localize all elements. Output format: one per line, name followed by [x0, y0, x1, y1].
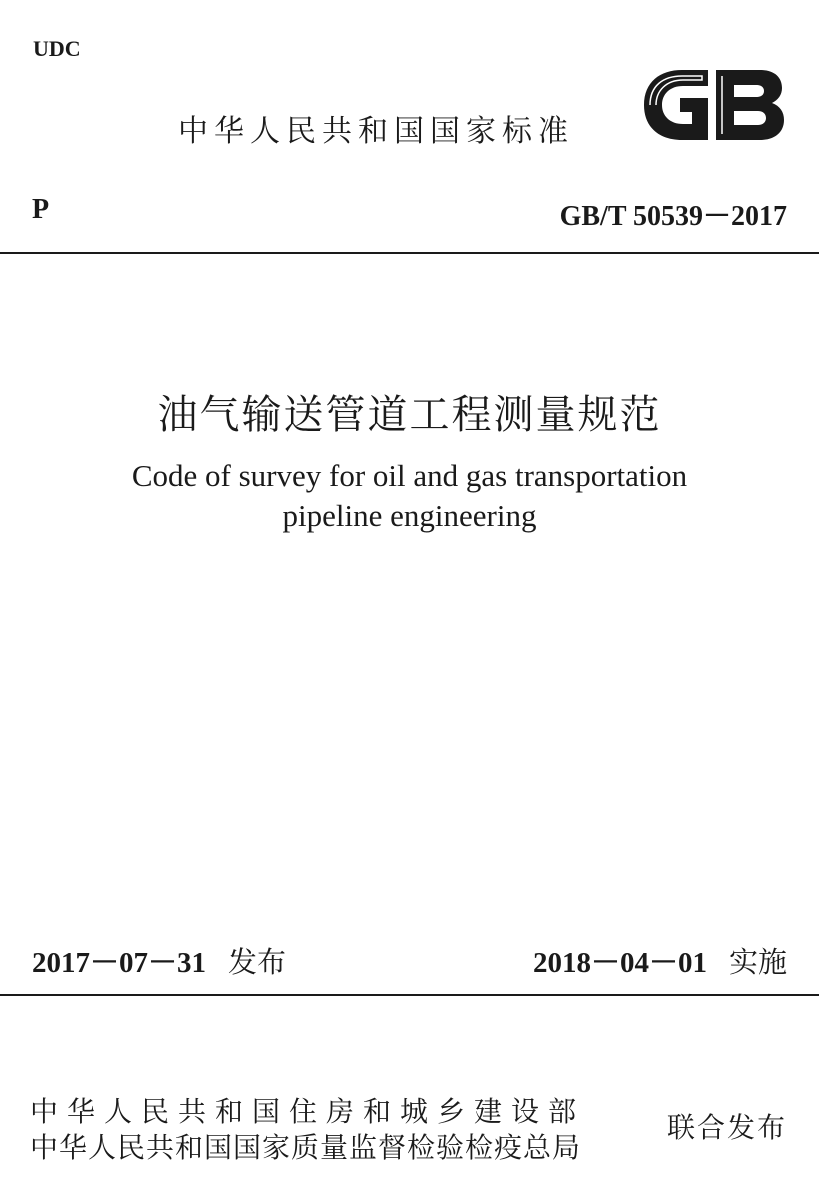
implementation-date-block: [533, 940, 787, 981]
issue-date-block: [32, 940, 286, 981]
issue-date: 2017－07－31: [32, 947, 207, 979]
bottom-divider: [0, 994, 819, 996]
title-english-line1: Code of survey for oil and gas transportation: [131, 458, 688, 493]
top-divider: [0, 252, 819, 254]
issuer-line2: 中华人民共和国国家质量监督检验检疫总局: [30, 1131, 582, 1164]
joint-release-label: 联合发布: [666, 1111, 787, 1144]
national-standard-heading: 中华人民共和国国家标准: [178, 114, 574, 149]
standard-number: GB/T 50539－2017: [559, 201, 787, 232]
implementation-date: 2018－04－01: [532, 947, 707, 979]
title-english-line2: pipeline engineering: [282, 498, 537, 533]
classification-code: P: [32, 194, 50, 225]
gb-logo: [636, 66, 788, 144]
title-chinese: 油气输送管道工程测量规范: [157, 392, 662, 437]
implementation-label: 实施: [728, 945, 787, 979]
issuer-line1: 中华人民共和国住房和城乡建设部: [30, 1095, 586, 1128]
issue-label: 发布: [228, 945, 287, 979]
udc-label: UDC: [33, 36, 81, 61]
